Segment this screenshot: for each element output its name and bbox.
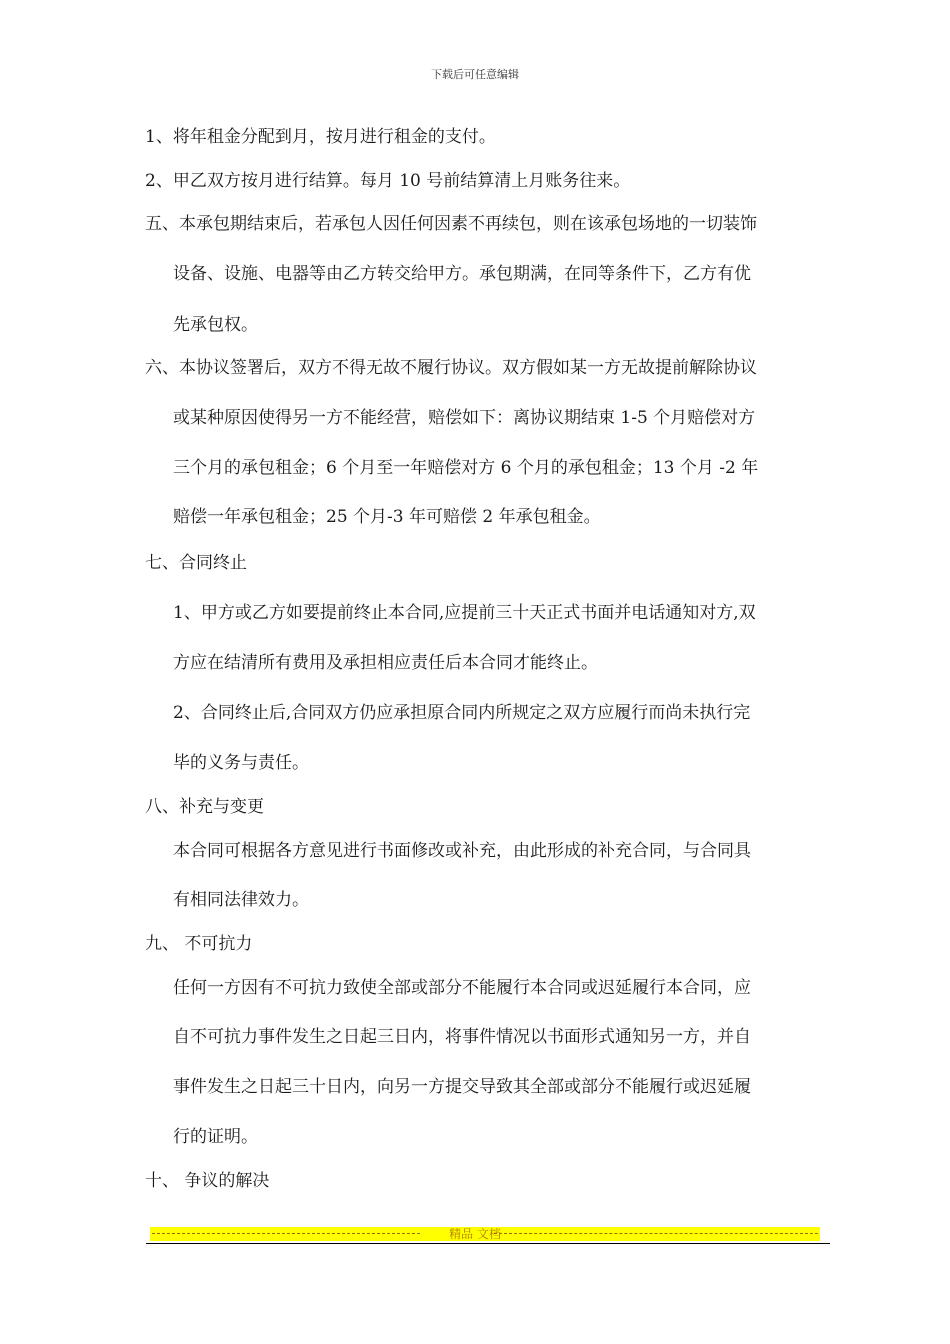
section-heading: 九、 不可抗力 xyxy=(145,934,253,954)
clause-line: 任何一方因有不可抗力致使全部或部分不能履行本合同或迟延履行本合同，应 xyxy=(173,978,751,998)
clause-line: 先承包权。 xyxy=(173,315,258,335)
clause-line: 有相同法律效力。 xyxy=(173,890,309,910)
clause-line: 自不可抗力事件发生之日起三日内，将事件情况以书面形式通知另一方，并自 xyxy=(173,1027,751,1047)
footer-rule xyxy=(146,1243,830,1244)
section-heading: 七、合同终止 xyxy=(145,553,247,573)
clause-line: 或某种原因使得另一方不能经营，赔偿如下：离协议期结束 1-5 个月赔偿对方 xyxy=(173,408,756,428)
footer-label: 精品 文档 xyxy=(449,1227,501,1241)
clause-line: 2、合同终止后,合同双方仍应承担原合同内所规定之双方应履行而尚未执行完 xyxy=(173,703,751,723)
clause-line: 三个月的承包租金；6 个月至一年赔偿对方 6 个月的承包租金；13 个月 -2 年 xyxy=(173,458,759,478)
section-heading: 八、补充与变更 xyxy=(145,797,264,817)
clause-line: 事件发生之日起三十日内，向另一方提交导致其全部或部分不能履行或迟延履 xyxy=(173,1077,751,1097)
clause-heading: 六、本协议签署后，双方不得无故不履行协议。双方假如某一方无故提前解除协议 xyxy=(145,358,757,378)
clause-line: 2、甲乙双方按月进行结算。每月 10 号前结算清上月账务往来。 xyxy=(145,171,631,191)
clause-line: 毕的义务与责任。 xyxy=(173,753,309,773)
clause-line: 赔偿一年承包租金；25 个月-3 年可赔偿 2 年承包租金。 xyxy=(173,507,601,527)
clause-line: 方应在结清所有费用及承担相应责任后本合同才能终止。 xyxy=(173,653,598,673)
clause-line: 1、甲方或乙方如要提前终止本合同,应提前三十天正式书面并电话通知对方,双 xyxy=(173,603,756,623)
clause-line: 本合同可根据各方意见进行书面修改或补充，由此形成的补充合同，与合同具 xyxy=(173,841,751,861)
clause-line: 设备、设施、电器等由乙方转交给甲方。承包期满，在同等条件下，乙方有优 xyxy=(173,264,751,284)
page-header: 下载后可任意编辑 xyxy=(431,68,519,81)
clause-line: 1、将年租金分配到月，按月进行租金的支付。 xyxy=(145,127,496,147)
clause-line: 行的证明。 xyxy=(173,1127,258,1147)
clause-heading: 五、本承包期结束后，若承包人因任何因素不再续包，则在该承包场地的一切装饰 xyxy=(145,214,757,234)
section-heading: 十、 争议的解决 xyxy=(145,1171,270,1191)
